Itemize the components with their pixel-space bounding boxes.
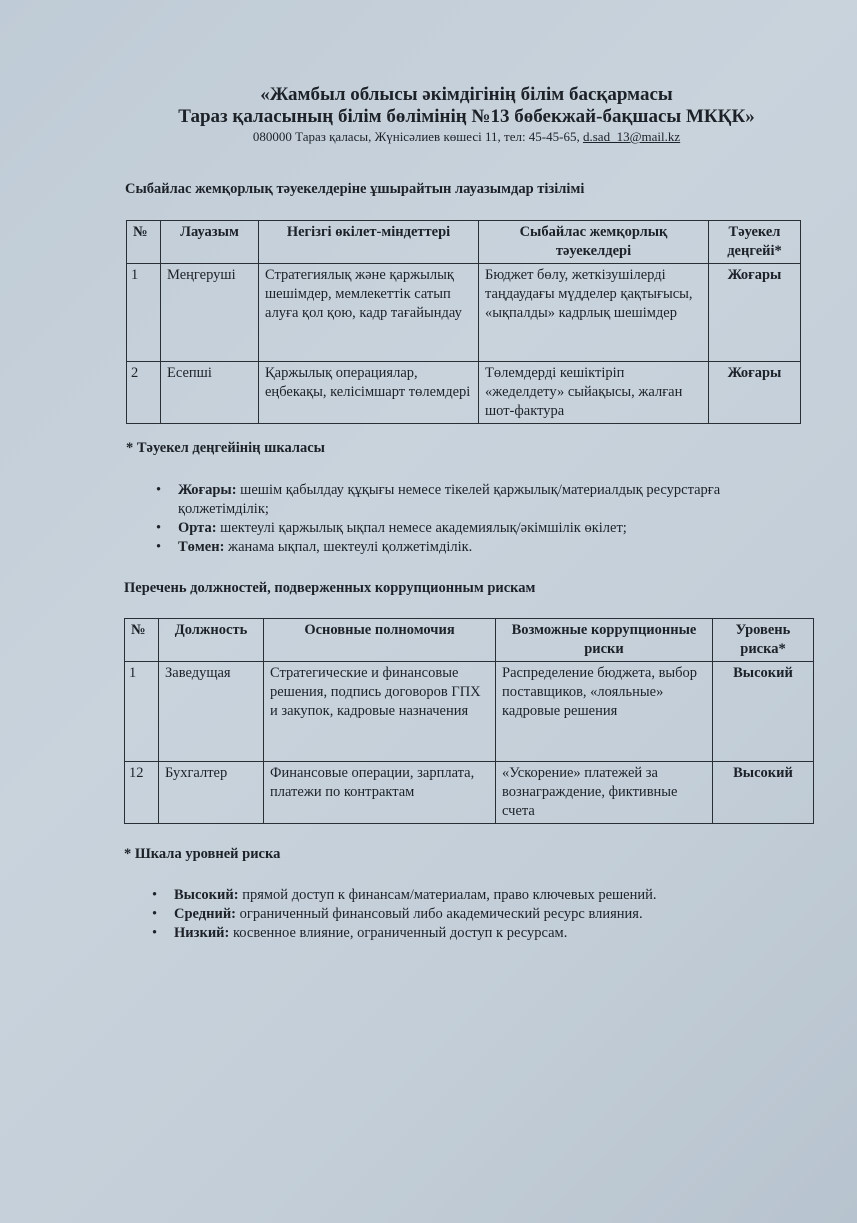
scale-text: шешім қабылдау құқығы немесе тікелей қаржылық/материалдық ресурстарға қолжетімділік;: [178, 482, 721, 517]
ru-col-risks: Возможные коррупционные риски: [496, 619, 713, 662]
row-level: Жоғары: [709, 362, 801, 424]
address-text: 080000 Тараз қаласы, Жүнісәлиев көшесі 11, тел: 45-45-65,: [252, 129, 583, 144]
email-link[interactable]: d.sad_13@mail.kz: [582, 129, 681, 144]
row-risks: «Ускорение» платежей за вознаграждение, фиктивные счета: [496, 762, 713, 824]
row-duties: Стратегические и финансовые решения, подпись договоров ГПХ и закупок, кадровые назначения: [264, 662, 496, 762]
org-address: [38, 129, 857, 145]
row-num: 12: [125, 762, 159, 824]
row-position: Есепші: [161, 362, 259, 424]
row-num: 1: [127, 264, 161, 362]
kz-table-header-row: [127, 221, 801, 264]
row-risks: Бюджет бөлу, жеткізушілерді таңдаудағы мүдделер қақтығысы, «ықпалды» кадрлық шешімдер: [479, 264, 709, 362]
kz-col-risks: Сыбайлас жемқорлық тәуекелдері: [479, 221, 709, 264]
scale-term: Төмен:: [178, 539, 225, 555]
row-level: Высокий: [713, 762, 814, 824]
scale-text: ограниченный финансовый либо академический ресурс влияния.: [236, 906, 643, 922]
scale-text: шектеулі қаржылық ықпал немесе академиялық/әкімшілік өкілет;: [216, 520, 627, 536]
scale-term: Жоғары:: [178, 482, 237, 498]
kz-col-num: №: [127, 221, 161, 264]
kz-risk-table: [126, 220, 801, 424]
org-title-line2: Тараз қаласының білім бөлімінің №13 бөбекжай-бақшасы МКҚК»: [178, 106, 755, 127]
row-duties: Финансовые операции, зарплата, платежи по контрактам: [264, 762, 496, 824]
table-row: [127, 264, 801, 362]
scale-text: жанама ықпал, шектеулі қолжетімділік.: [224, 539, 473, 555]
org-title-line1: «Жамбыл облысы әкімдігінің білім басқармасы: [260, 84, 673, 105]
list-item: [152, 519, 782, 538]
row-num: 1: [125, 662, 159, 762]
row-risks: Төлемдерді кешіктіріп «жеделдету» сыйақысы, жалған шот-фактура: [479, 362, 709, 424]
ru-table-title: Перечень должностей, подверженных коррупционным рискам: [124, 580, 536, 596]
ru-scale-title: * Шкала уровней риска: [124, 846, 281, 862]
kz-scale-list: [152, 481, 782, 557]
kz-scale-title: * Тәуекел деңгейінің шкаласы: [126, 440, 326, 456]
kz-table-title: Сыбайлас жемқорлық тәуекелдеріне ұшырайтын лауазымдар тізілімі: [125, 181, 585, 197]
scale-term: Средний:: [174, 906, 237, 922]
row-position: Заведущая: [159, 662, 264, 762]
kz-col-level: Тәуекел деңгейі*: [709, 221, 801, 264]
row-duties: Стратегиялық және қаржылық шешімдер, мемлекеттік сатып алуға қол қою, кадр тағайындау: [259, 264, 479, 362]
row-level: Высокий: [713, 662, 814, 762]
kz-col-duties: Негізгі өкілет-міндеттері: [259, 221, 479, 264]
kz-col-position: Лауазым: [161, 221, 259, 264]
row-risks: Распределение бюджета, выбор поставщиков, «лояльные» кадровые решения: [496, 662, 713, 762]
ru-table-header-row: [125, 619, 814, 662]
ru-scale-list: [148, 886, 828, 943]
row-num: 2: [127, 362, 161, 424]
table-row: [125, 662, 814, 762]
scale-term: Орта:: [178, 520, 217, 536]
table-row: [127, 362, 801, 424]
scale-term: Высокий:: [174, 887, 239, 903]
list-item: [152, 538, 782, 557]
ru-col-duties: Основные полномочия: [264, 619, 496, 662]
list-item: [148, 924, 828, 943]
scale-text: косвенное влияние, ограниченный доступ к ресурсам.: [229, 925, 568, 941]
row-duties: Қаржылық операциялар, еңбекақы, келісімшарт төлемдері: [259, 362, 479, 424]
list-item: [148, 905, 828, 924]
ru-col-position: Должность: [159, 619, 264, 662]
scale-text: прямой доступ к финансам/материалам, право ключевых решений.: [238, 887, 657, 903]
row-position: Меңгеруші: [161, 264, 259, 362]
ru-col-level: Уровень риска*: [713, 619, 814, 662]
scale-term: Низкий:: [174, 925, 230, 941]
ru-risk-table: [124, 618, 814, 824]
table-row: [125, 762, 814, 824]
row-level: Жоғары: [709, 264, 801, 362]
list-item: [148, 886, 828, 905]
row-position: Бухгалтер: [159, 762, 264, 824]
ru-col-num: №: [125, 619, 159, 662]
list-item: [152, 481, 782, 519]
